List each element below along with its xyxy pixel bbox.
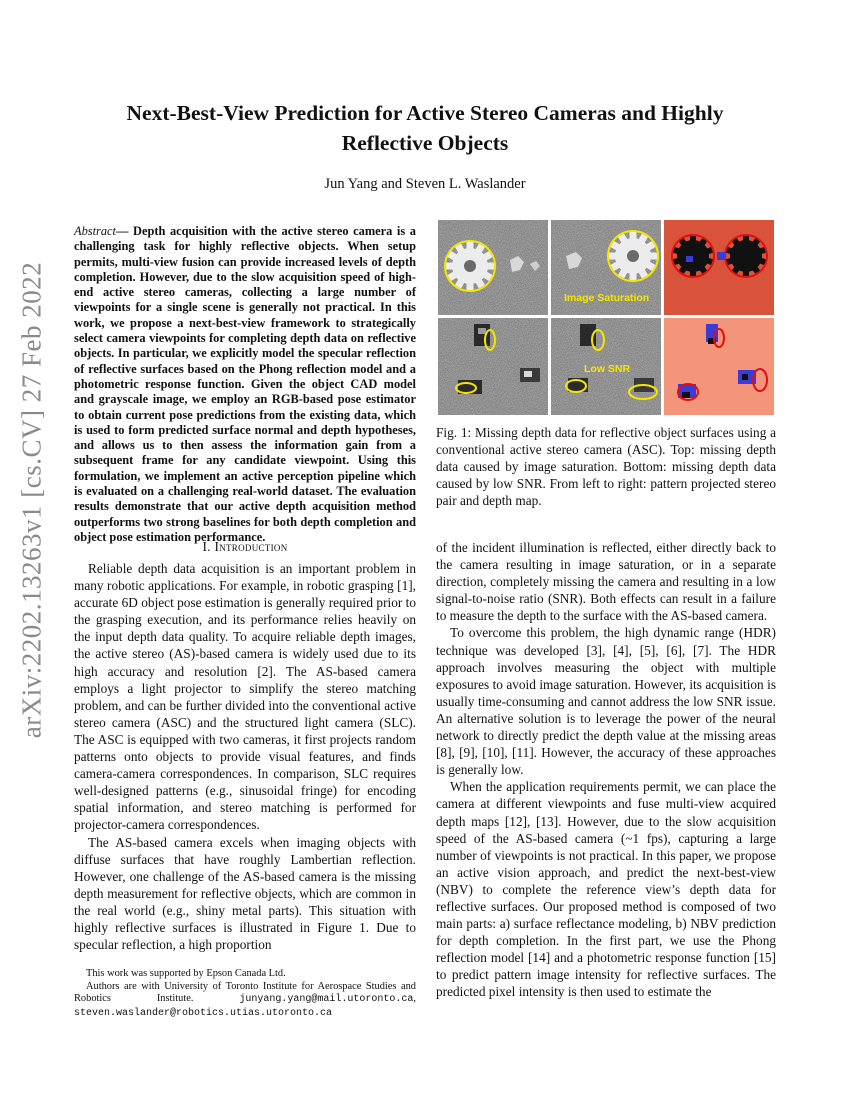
email-2: steven.waslander@robotics.utias.utoronto.ca	[74, 1007, 333, 1019]
paper-title	[80, 98, 770, 158]
paragraph: When the application requirements permit, we can place the camera at different viewpoints and fuse multi-view acquired depth maps [12], [13]. However, due to the slow acquisition speed of the AS-based camera (~1 fps), capturing a large number of viewpoints is not practical. In this paper, we propose an active vision approach, and predict the next-best-view (NBV) to complete the reference view’s depth data for reflective surfaces. Our proposed method is composed of two main parts: a) surface reflectance modeling, b) NBV prediction for depth completion. In the first part, we use the Phong reflection model [14] and a photometric response function [15] to predict pattern image intensity for reflective surfaces. The predicted pixel intensity is then used to estimate the	[436, 779, 776, 1000]
figure-1-caption	[436, 424, 776, 509]
email-1: junyang.yang@mail.utoronto.ca	[239, 994, 414, 1006]
paragraph: of the incident illumination is reflected, either directly back to the camera resulting in image saturation, or in a separate direction, completely missing the camera and resulting in a low signal-to-noise ratio (SNR). Both effects can result in a failure to measure the depth to the surface with the AS-based camera.	[436, 540, 776, 624]
abstract	[74, 224, 416, 545]
caption-text: Missing depth data for reflective object surfaces using a conventional active stereo camera (ASC). Top: missing depth data caused by image saturation. Bottom: missing depth data caused by low SNR. From left to right: pattern projected stereo pair and depth map.	[436, 425, 777, 509]
bottom-middle-pattern-panel	[551, 318, 661, 415]
top-left-pattern-panel	[438, 220, 548, 315]
low-snr-label: Low SNR	[584, 363, 631, 375]
author-list: Jun Yang and Steven L. Waslander	[324, 176, 526, 192]
image-saturation-label: Image Saturation	[564, 292, 650, 304]
bottom-left-pattern-panel	[438, 318, 548, 415]
affiliation-note: Authors are with University of Toronto Institute for Aerospace Studies and Robotics Institute. junyang.yang@mail.utoronto.ca, steven.waslander@robotics.utias.utoronto.ca	[74, 980, 416, 1019]
figure-1	[438, 220, 774, 415]
funding-note: This work was supported by Epson Canada Ltd.	[86, 968, 286, 979]
affiliation-text: Authors are with University of Toronto Institute for Aerospace Studies and Robotics Institute.	[74, 980, 416, 1005]
title-line-1: Next-Best-View Prediction for Active Stereo Cameras and Highly	[126, 101, 724, 125]
caption-label: Fig. 1:	[436, 425, 472, 440]
paragraph: To overcome this problem, the high dynamic range (HDR) technique was developed [3], [4], [5], [6], [7]. The HDR approach involves measuring the object with multiple exposures to avoid image saturation. However, its acquisition is usually time-consuming and cannot address the low SNR issue. An alternative solution is to leverage the power of the neural network to directly predict the depth value at the missing areas [8], [9], [10], [11]. However, the accuracy of these approaches is generally low.	[436, 625, 776, 778]
arxiv-identifier-text: arXiv:2202.13263v1 [cs.CV] 27 Feb 2022	[16, 261, 47, 739]
arxiv-identifier	[6, 261, 58, 739]
title-line-2: Reflective Objects	[341, 131, 509, 155]
section-heading-introduction: I. Introduction	[202, 539, 288, 554]
footnote	[74, 968, 416, 1020]
abstract-text: — Depth acquisition with the active stereo camera is a challenging task for highly reflective objects. When setup permits, multi-view fusion can provide increased levels of depth completion. However, due to the slow acquisition speed of high-end active stereo cameras, collecting a large number of viewpoints for a single scene is generally not practical. In this work, we propose a next-best-view framework to strategically select camera viewpoints for completing depth data on reflective objects. In particular, we explicitly model the specular reflection of reflective surfaces based on the Phong reflection model and a photometric response function. Given the object CAD model and grayscale image, we employ an RGB-based pose estimator to obtain current pose predictions from the existing data, which is used to form predicted surface normal and depth hypotheses, and allows us to then assess the information gain from a subsequent frame for any candidate viewpoint. Using this formulation, we implement an active perception pipeline which is evaluated on a challenging real-world dataset. The evaluation results demonstrate that our active depth acquisition method outperforms two strong baselines for both depth completion and object pose estimation performance.	[74, 224, 416, 544]
paragraph: The AS-based camera excels when imaging objects with diffuse surfaces that have roughly Lambertian reflection. However, one challenge of the AS-based camera is the missing depth measurement for reflective objects, which are common in the real world (e.g., shiny metal parts). This situation with highly reflective surfaces is illustrated in Figure 1. Due to specular reflection, a high proportion	[74, 834, 416, 953]
abstract-label: Abstract	[74, 224, 116, 238]
bottom-right-depth-panel	[664, 318, 774, 415]
paragraph: Reliable depth data acquisition is an important problem in many robotic applications. For example, in robotic grasping [1], accurate 6D object pose estimation is generally required prior to the grasping execution, and its performance relies heavily on the input depth data quality. To acquire reliable depth images, the active stereo (AS)-based camera is widely used due to its high accuracy and resolution [2]. The AS-based camera employs a light projector to simplify the stereo matching problem, and can be further divided into the conventional active stereo camera (ASC) and the structured light camera (SLC). The ASC is equipped with two cameras, it first projects random patterns onto objects to provide visual features, and finds camera-camera correspondences. In comparison, SLC requires well-designed patterns (e.g., sinusoidal fringe) for encoding spatial information, and stereo matching is performed for projector-camera correspondences.	[74, 561, 416, 833]
top-right-depth-panel	[664, 220, 774, 315]
figure-1-image	[438, 220, 774, 415]
introduction-left-column	[74, 560, 416, 953]
introduction-right-column	[436, 539, 776, 1001]
top-middle-pattern-panel	[551, 220, 661, 315]
